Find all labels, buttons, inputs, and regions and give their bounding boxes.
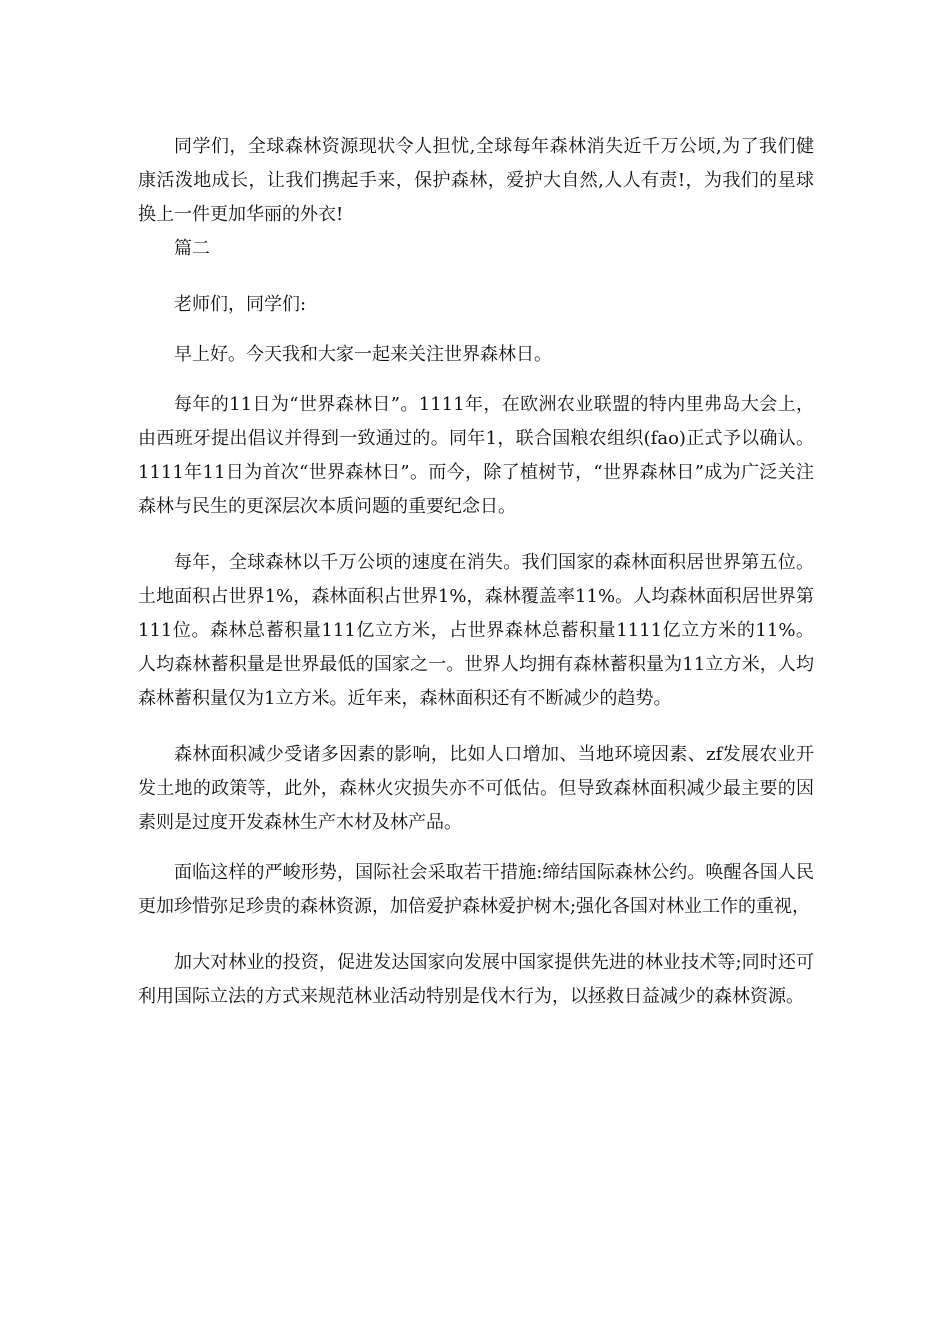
paragraph-good-morning: 早上好。今天我和大家一起来关注世界森林日。 — [174, 344, 552, 365]
document-page — [138, 130, 814, 1014]
paragraph-causes: 森林面积减少受诸多因素的影响，比如人口增加、当地环境因素、zf发展农业开发土地的政策等，此外，森林火灾损失亦不可低估。但导致森林面积减少最主要的因素则是过度开发森林生产木材及林产品。 — [138, 744, 814, 833]
paragraph-investment: 加大对林业的投资，促进发达国家向发展中国家提供先进的林业技术等;同时还可利用国际立法的方式来规范林业活动特别是伐木行为，以拯救日益减少的森林资源。 — [138, 952, 814, 1007]
paragraph-measures: 面临这样的严峻形势，国际社会采取若干措施:缔结国际森林公约。唤醒各国人民更加珍惜弥足珍贵的森林资源，加倍爱护森林爱护树木;强化各国对林业工作的重视， — [138, 862, 814, 917]
paragraph-intro: 同学们，全球森林资源现状令人担忧,全球每年森林消失近千万公顷,为了我们健康活泼地成长，让我们携起手来，保护森林，爱护大自然,人人有责!，为我们的星球换上一件更加华丽的外衣! — [138, 136, 814, 225]
paragraph-history: 每年的11日为“世界森林日”。1111年，在欧洲农业联盟的特内里弗岛大会上，由西班牙提出倡议并得到一致通过的。同年1，联合国粮农组织(fao)正式予以确认。1111年11日为首次“世界森林日”。而今，除了植树节，“世界森林日”成为广泛关注森林与民生的更深层次本质问题的重要纪念日。 — [138, 394, 814, 517]
section-heading: 篇二 — [174, 238, 210, 259]
paragraph-statistics: 每年，全球森林以千万公顷的速度在消失。我们国家的森林面积居世界第五位。土地面积占世界1%，森林面积占世界1%，森林覆盖率11%。人均森林面积居世界第111位。森林总蓄积量111亿立方米，占世界森林总蓄积量1111亿立方米的11%。人均森林蓄积量是世界最低的国家之一。世界人均拥有森林蓄积量为11立方米，人均森林蓄积量仅为1立方米。近年来，森林面积还有不断减少的趋势。 — [138, 552, 814, 709]
paragraph-greeting: 老师们，同学们: — [174, 294, 307, 315]
